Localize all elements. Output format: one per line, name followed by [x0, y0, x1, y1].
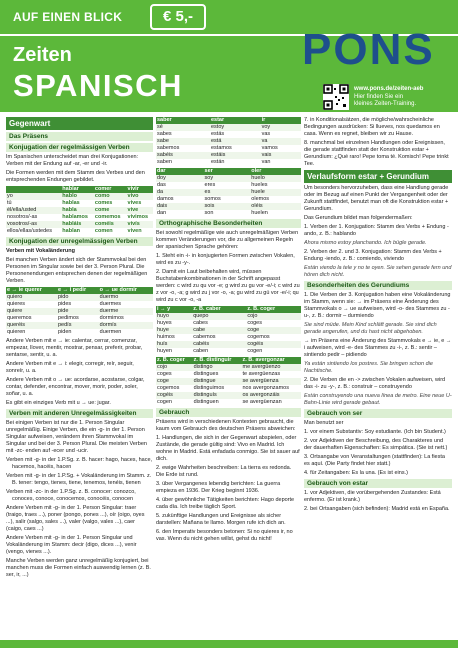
other-verbs-1: Andere Verben mit -g- in der 1. Person Singular: traer (traigo, traes ...), poner (pongo, pones ...), oír (oigo, oyes ...), salir (salgo, sales ...), valer (valgo, vales ...), caer (caigo, caes ...): [6, 505, 145, 532]
table-cell: comemos: [94, 214, 121, 220]
table-cell: van: [261, 159, 271, 165]
table-cell: quiere: [6, 308, 57, 315]
table-cell: distingues: [193, 371, 219, 377]
dar-ser-oler-table: [156, 168, 301, 217]
table-header-cell: z. B. avergonzar: [242, 357, 302, 364]
table-row: [156, 392, 301, 399]
table-cell: vamos: [261, 145, 278, 151]
table-row: [156, 334, 301, 341]
table-cell: vais: [261, 152, 301, 159]
table-header-cell: vivir: [127, 186, 153, 193]
ortho-rule-1: 1. Steht ein -i- in konjugierten Formen zwischen Vokalen, wird es zu -y-.: [156, 253, 295, 266]
table-row: [156, 159, 301, 166]
ser-intro: Man benutzt ser: [304, 420, 344, 426]
table-row: [156, 341, 301, 348]
table-cell: huelen: [251, 210, 268, 216]
table-header-cell: o → ue dormir: [99, 287, 153, 294]
table-cell: tú: [7, 200, 12, 206]
table-cell: cogéis: [246, 341, 301, 348]
intro-text-2: Die Formen werden mit dem Stamm des Verbes und den entsprechenden Endungen gebildet.: [6, 170, 145, 183]
table-header-cell: saber: [156, 117, 210, 124]
table-cell: doy: [156, 175, 204, 182]
sub-andere: Verben mit anderen Unregelmässigkeiten: [6, 409, 153, 418]
intro-text-1: Im Spanischen unterscheidet man drei Konjugationen: Verben mit der Endung auf -ar, -er und -ir.: [6, 154, 139, 167]
table-cell: huyes: [157, 320, 172, 326]
section-gegenwart: Gegenwart: [6, 117, 153, 130]
vokal-text: Bei manchen Verben ändert sich der Stammvokal bei den Personen im Singular sowie bei der 3. Person Plural. Die Personenendungen entsprechen denen der regelmäßigen Verben.: [6, 257, 148, 284]
table-cell: viven: [127, 228, 142, 234]
list-e-i: Andere Verben mit e → i: elegir, corregir, reír, seguir, sonreír, u. a.: [6, 361, 134, 374]
table-cell: somos: [204, 196, 221, 202]
table-cell: dormimos: [99, 315, 124, 321]
table-cell: estáis: [210, 152, 261, 159]
table-cell: como: [94, 193, 127, 200]
table-cell: huye: [156, 327, 192, 334]
estar-2: 2. bei Ortsangaben (sich befinden): Madrid está en España.: [304, 506, 450, 512]
table-cell: distinguís: [193, 392, 242, 399]
table-cell: comen: [94, 228, 113, 234]
table-row: [156, 364, 301, 371]
table-cell: huyo: [156, 313, 192, 320]
table-header-cell: ser: [204, 168, 251, 175]
table-cell: coge: [246, 327, 301, 334]
table-cell: estoy: [210, 124, 261, 131]
special-1b: Sie sind müde. Mein Kind schläft gerade. Sie sind dich gerade angerufen, und du hast nicht abgehoben.: [304, 322, 437, 335]
table-row: [156, 327, 301, 334]
table-cell: hablamos: [62, 214, 88, 220]
gerund-rule-1: 1. Verben der 1. Konjugation: Stamm des Verbs + Endung -ando, z. B.: hablando: [304, 224, 449, 237]
table-row: [6, 214, 153, 221]
table-cell: cogemos: [157, 385, 180, 391]
table-cell: huelo: [250, 175, 301, 182]
column-1: [6, 117, 153, 637]
regular-conjugation-table: [6, 186, 153, 235]
table-cell: vivimos: [127, 214, 148, 220]
ser-4: 4. für Zeitangaben: Es la una. (Es ist eins.): [304, 470, 408, 476]
table-cell: me avergüenzo: [242, 364, 302, 371]
table-cell: piden: [57, 329, 72, 335]
table-cell: cabe: [192, 327, 246, 334]
table-cell: están: [210, 159, 225, 165]
table-row: [156, 348, 301, 355]
bullet-zc-verbs: Verben mit -zc- in der 1.P.Sg. z. B. conocer: conozco, conoces, conoce, conocemos, conocéis, conocen: [6, 489, 136, 502]
table-row: [156, 320, 301, 327]
table-cell: vosotros/-as: [6, 221, 61, 228]
table-cell: huís: [156, 341, 192, 348]
subtitle: Zeiten: [13, 44, 72, 66]
bottom-strip: [0, 640, 458, 648]
table-cell: queremos: [7, 315, 32, 321]
table-row: [6, 200, 153, 207]
table-row: [6, 294, 153, 301]
usage-5: 5. zukünftige Handlungen und Ereignisse als sicher darstellen: Mañana te llamo. Morgen rufe ich dich an.: [156, 513, 286, 526]
vokal-title: Verben mit Vokaländerung: [6, 248, 75, 254]
header: [0, 0, 458, 112]
table-cell: huyen: [157, 348, 172, 354]
table-cell: te avergüenzas: [242, 371, 281, 377]
table-cell: estás: [210, 131, 225, 137]
table-cell: pedimos: [57, 315, 79, 321]
sub-gebrauch: Gebrauch: [156, 408, 301, 417]
table-cell: sois: [204, 203, 251, 210]
table-cell: vas: [261, 131, 271, 137]
table-header-row: [6, 287, 153, 294]
usage-7: 7. in Konditionalsätzen, die mögliche/wahrscheinliche Bedingungen ausdrücken: Si llueves, nos quedamos en casa. Wenn es regnet, bleiben wir zu Hause.: [304, 117, 440, 137]
estar-1: 1. vor Adjektiven, die vorübergehenden Zustandes: Está enfermo. (Er ist krank.): [304, 490, 441, 503]
table-header-row: [156, 117, 301, 124]
table-cell: cabéis: [192, 341, 246, 348]
section-verlaufsform: Verlaufsform estar + Gerundium: [304, 170, 452, 183]
qr-url: www.pons.de/zeiten-aeb: [354, 86, 424, 92]
table-row: [156, 196, 301, 203]
table-cell: sabes: [157, 131, 172, 137]
table-cell: distingue: [193, 378, 242, 385]
list-u-ue: Es gibt ein einziges Verb mit u → ue: jugar.: [6, 400, 111, 406]
pons-logo: [302, 26, 448, 70]
special-1: 1. Die Verben der 3. Konjugation haben eine Vokaländerung im Stamm, wenn sie: → im Präsens eine Änderung des Stammvokals o → ue aufweisen, wird -o- des Stammes zu -u-, z. B.: dormir – durmiendo: [304, 292, 451, 319]
table-row: [156, 152, 301, 159]
table-cell: cabes: [193, 320, 208, 326]
table-cell: se avergüenza: [242, 378, 302, 385]
table-cell: pedís: [57, 322, 99, 329]
sub-regelmaessig: Konjugation der regelmässigen Verben: [6, 143, 153, 152]
table-header-cell: z. B. distinguir: [193, 357, 242, 364]
table-cell: vive: [127, 207, 153, 214]
table-cell: dan: [157, 210, 167, 216]
table-row: [156, 313, 301, 320]
usage-8: 8. manchmal bei einzelnen Handlungen oder Ereignissen, die gerade stattfinden statt der Konstruktion estar + Gerundium: ¿Qué raro! Pepe toma té. Komisch! Pepe trinkt Tee.: [304, 140, 449, 167]
table-row: [156, 378, 301, 385]
qr-line1: Hier finden Sie ein: [354, 93, 404, 100]
table-cell: cojo: [156, 364, 193, 371]
qr-code-icon: [323, 84, 349, 110]
table-header-cell: dar: [156, 168, 204, 175]
table-row: [6, 228, 153, 235]
table-row: [6, 207, 153, 214]
table-cell: saben: [157, 159, 172, 165]
table-cell: coges: [247, 320, 262, 326]
special-1c: → im Präsens eine Änderung des Stammvokals e → ie, e → i aufweisen, wird -e- des Stammes zu -i-, z. B.: sentir – sintiendo pedir – pidiendo: [304, 338, 452, 358]
gerund-rule-2: 2. Verben der 2. und 3. Konjugation: Stamm des Verbs + Endung -iendo, z. B.: comiendo, viviendo: [304, 249, 442, 262]
gerund-example-2: Están viendo la tele y no te oyen. Sie sehen gerade fern und hören dich nicht.: [304, 265, 452, 278]
table-cell: duerme: [99, 308, 153, 315]
gebrauch-text: Präsens wird in verschiedenen Kontexten gebraucht, die kaum vom Gebrauch des deutschen Präsens abweichen:: [156, 419, 296, 432]
table-row: [156, 145, 301, 152]
usage-3: 3. über Vergangenes lebendig berichten: La guerra empieza en 1936. Der Krieg beginnt 1936.: [156, 481, 281, 494]
table-cell: sabéis: [156, 152, 210, 159]
table-cell: él/ella/usted: [6, 207, 61, 214]
table-row: [6, 308, 153, 315]
table-header-cell: estar: [210, 117, 261, 124]
table-row: [156, 138, 301, 145]
usage-6: 6. den Imperativ besonders betonen: Si no quieres ir, no vas. Wenn du nicht gehen willst, gehst du nicht!: [156, 529, 293, 542]
table-cell: nosotros/-as: [7, 214, 38, 220]
table-cell: quiero: [6, 294, 57, 301]
table-cell: vivo: [127, 193, 153, 200]
table-row: [6, 315, 153, 322]
gerund-example-1: Ahora mismo estoy planchando. Ich bügle gerade.: [304, 240, 427, 246]
table-header-cell: hablar: [61, 186, 94, 193]
ser-3: 3. Ortsangabe von Veranstaltungen (stattfinden): La fiesta es aquí. (Die Party findet hier statt.): [304, 454, 445, 467]
list-e-ie: Andere Verben mit e → ie: calentar, cerrar, comenzar, empezar, llover, mentir, mostrar, pensar, preferir, probar, sentarse, sentir, u. a.: [6, 338, 143, 358]
table-cell: coméis: [94, 221, 127, 228]
table-cell: das: [157, 182, 166, 188]
table-cell: pide: [57, 308, 99, 315]
table-header-cell: z. B. coger: [156, 357, 193, 364]
sub-orthographie: Orthographische Besonderheiten: [156, 219, 301, 228]
table-cell: habla: [61, 207, 94, 214]
kicker-label: AUF EINEN BLICK: [13, 10, 123, 24]
table-header-cell: comer: [94, 186, 127, 193]
table-header-cell: e → ie querer: [6, 287, 57, 294]
table-cell: quieres: [7, 301, 26, 307]
verlauf-text: Um besonders hervorzuheben, dass eine Handlung gerade oder im Bezug auf einen Punkt der Vergangenheit oder der Zukunft stattfindet, benutzt man oft die Konstruktion estar + Gerundium.: [304, 185, 449, 212]
table-cell: cogen: [157, 399, 172, 405]
table-header-row: [156, 306, 301, 313]
saber-estar-ir-table: [156, 117, 301, 166]
table-header-row: [6, 186, 153, 193]
table-cell: hueles: [251, 182, 268, 188]
table-cell: olemos: [251, 196, 270, 202]
table-row: [6, 221, 153, 228]
table-cell: nos avergonzamos: [242, 385, 289, 391]
table-row: [156, 189, 301, 196]
special-2-example: Están construyendo una nueva línea de metro. Eine neue U-Bahn-Linie wird gerade gebaut.: [304, 393, 452, 406]
table-cell: estamos: [210, 145, 232, 151]
table-row: [6, 301, 153, 308]
table-cell: cogéis: [156, 392, 193, 399]
table-cell: son: [204, 210, 214, 216]
table-cell: huele: [250, 189, 301, 196]
table-cell: oléis: [250, 203, 301, 210]
special-2: 2. Die Verben die en -> zwischen Vokalen aufweisen, wird das -i- zu -y-, z. B.: construir – construyendo: [304, 377, 446, 390]
table-cell: dormís: [99, 322, 153, 329]
table-cell: hablan: [62, 228, 81, 234]
table-cell: sé: [156, 124, 210, 131]
table-cell: quepo: [192, 313, 246, 320]
table-row: [156, 203, 301, 210]
ortho-rule-2: 2. Damit ein Laut beibehalten wird, müssen Buchstabenkombinationen in der Schrift angepasst werden: c wird zu qu vor -e; g wird zu gu vor -e/-i; c wird zu z vor -o, -a; g wird zu j vor -o, -a; gu wird zu gü vor -e/-i; qu wird zu c vor -o, -a: [156, 269, 300, 303]
vowel-change-table: [6, 287, 153, 336]
table-cell: coge: [156, 378, 193, 385]
table-row: [6, 322, 153, 329]
i-y-table: [156, 306, 301, 355]
ser-2: 2. vor Adjektiven der Beschreibung, des Charakteres und der dauerhaften Eigenschaften: Es simpática. (Sie ist nett.): [304, 438, 448, 451]
table-row: [156, 124, 301, 131]
table-cell: sabe: [156, 138, 210, 145]
table-cell: comes: [94, 200, 113, 206]
table-cell: soy: [204, 175, 251, 182]
table-cell: está: [210, 138, 261, 145]
table-cell: huimos: [157, 334, 175, 340]
table-row: [156, 131, 301, 138]
table-cell: distingo: [193, 364, 242, 371]
table-cell: cogemos: [247, 334, 270, 340]
table-row: [156, 385, 301, 392]
table-row: [156, 210, 301, 217]
table-cell: ellos/ellas/ustedes: [7, 228, 52, 234]
table-header-cell: z. B. caber: [192, 306, 246, 313]
sub-praesens: Das Präsens: [6, 132, 153, 141]
table-header-cell: z. B. coger: [246, 306, 301, 313]
table-row: [156, 182, 301, 189]
sub-estar: Gebrauch von estar: [304, 479, 452, 488]
other-verbs-2: Andere Verben mit -g- in der 1. Person Singular und Vokaländerung im Stamm: decir (digo, dices ...), venir (vengo, vienes ...).: [6, 535, 137, 555]
price-badge: € 5,-: [150, 4, 206, 30]
gerund-intro: Das Gerundium bildet man folgendermaßen:: [304, 215, 413, 221]
sub-unregelmaessig: Konjugation der unregelmässigen Verben: [6, 237, 153, 246]
table-cell: voy: [261, 124, 301, 131]
ortho-text: Bei sowohl regelmäßige wie auch unregelmäßigen Verben kommen Veränderungen vor, die zu allgemeinen Regeln der spanischen Sprache gehören:: [156, 230, 299, 250]
list-o-ue: Andere Verben mit o → ue: acordarse, acostarse, colgar, contar, defender, encontrar, mover, morir, poder, soler, soñar, u. a.: [6, 377, 145, 397]
other-irregular-text: Bei einigen Verben ist nur die 1. Person Singular unregelmäßig. Einige Verben, die ein -g- in der 1. Person Singular aufweisen, verändern ihren Stammvokal im Singular und bei der 3. Person Plural. Die meisten Verben mit -zc- enden auf -ecer und -ucir.: [6, 420, 147, 454]
table-row: [6, 329, 153, 336]
table-row: [156, 399, 301, 406]
table-cell: damos: [157, 196, 174, 202]
bullet-g-vowel-verbs: Verben mit -g- in der 1.P.Sg. + Vokaländerung im Stamm. z. B. tener: tengo, tienes, tiene, tenemos, tenéis, tienen: [6, 473, 152, 486]
table-cell: eres: [204, 182, 216, 188]
table-cell: sabemos: [157, 145, 180, 151]
table-cell: va: [261, 138, 301, 145]
table-cell: caben: [193, 348, 209, 354]
coger-distinguir-table: [156, 357, 301, 406]
table-cell: duermes: [99, 301, 122, 307]
table-header-cell: e → i pedir: [57, 287, 99, 294]
table-header-cell: [6, 186, 61, 193]
qr-caption: [354, 86, 454, 109]
sub-ser: Gebrauch von ser: [304, 409, 452, 418]
table-cell: vives: [127, 200, 142, 206]
table-header-row: [156, 168, 301, 175]
table-cell: habláis: [61, 221, 94, 228]
table-cell: yo: [6, 193, 61, 200]
table-cell: duermen: [99, 329, 122, 335]
table-row: [156, 371, 301, 378]
table-header-cell: oler: [250, 168, 301, 175]
table-row: [6, 193, 153, 200]
table-cell: cojo: [246, 313, 301, 320]
table-cell: quieren: [7, 329, 26, 335]
table-cell: dais: [156, 203, 204, 210]
table-cell: hablas: [62, 200, 80, 206]
table-cell: duermo: [99, 294, 153, 301]
table-cell: cabemos: [193, 334, 216, 340]
page-title: SPANISCH: [13, 68, 183, 103]
qr-line2: kleines Zeiten-Training.: [354, 101, 417, 107]
usage-1: 1. Handlungen, die sich in der Gegenwart abspielen, oder Zustände, die gerade gültig sind: Vivo en Madrid. Ich wohne in Madrid. Está enfadada conmigo. Sie ist sauer auf dich.: [156, 435, 300, 462]
special-1d: Ya están sintiendo los postres. Sie bringen schon die Nachtische.: [304, 361, 433, 374]
other-verbs-3: Manche Verben werden ganz unregelmäßig konjugiert, bei manchen muss die Formen einfach auswendig lernen (z. B. ser, ir, ...): [6, 558, 151, 578]
ser-1: 1. vor einem Substantiv: Soy estudiante. (Ich bin Student.): [304, 429, 446, 435]
table-header-cell: i → y: [156, 306, 192, 313]
table-cell: coges: [157, 371, 172, 377]
table-row: [156, 175, 301, 182]
table-header-row: [156, 357, 301, 364]
usage-4: 4. über gewöhnliche Tätigkeiten berichten: Hago deporte cada día. Ich treibe täglich Sport.: [156, 497, 295, 510]
table-cell: os avergonzáis: [242, 392, 302, 399]
sub-besonderheiten: Besonderheiten des Gerundiums: [304, 281, 452, 290]
table-header-cell: ir: [261, 117, 301, 124]
column-2: [156, 117, 301, 637]
usage-2: 2. ewige Wahrheiten beschreiben: La tierra es redonda. Die Erde ist rund.: [156, 465, 292, 478]
table-cell: pido: [57, 294, 99, 301]
column-3: [304, 117, 452, 637]
table-cell: queréis: [6, 322, 57, 329]
brand-text: PONS: [302, 26, 435, 70]
table-cell: vivís: [127, 221, 153, 228]
bullet-g-verbs: Verben mit -g- in der 1.P.Sg. z. B. hacer: hago, haces, hace, hacemos, hacéis, hacen: [6, 457, 153, 470]
table-cell: distinguimos: [193, 385, 225, 391]
table-cell: es: [204, 189, 251, 196]
table-cell: hablo: [61, 193, 94, 200]
table-cell: distinguen: [193, 399, 219, 405]
table-cell: pides: [57, 301, 72, 307]
table-cell: cogen: [247, 348, 263, 354]
table-cell: come: [94, 207, 127, 214]
table-cell: da: [156, 189, 204, 196]
table-cell: se avergüenzan: [242, 399, 282, 405]
